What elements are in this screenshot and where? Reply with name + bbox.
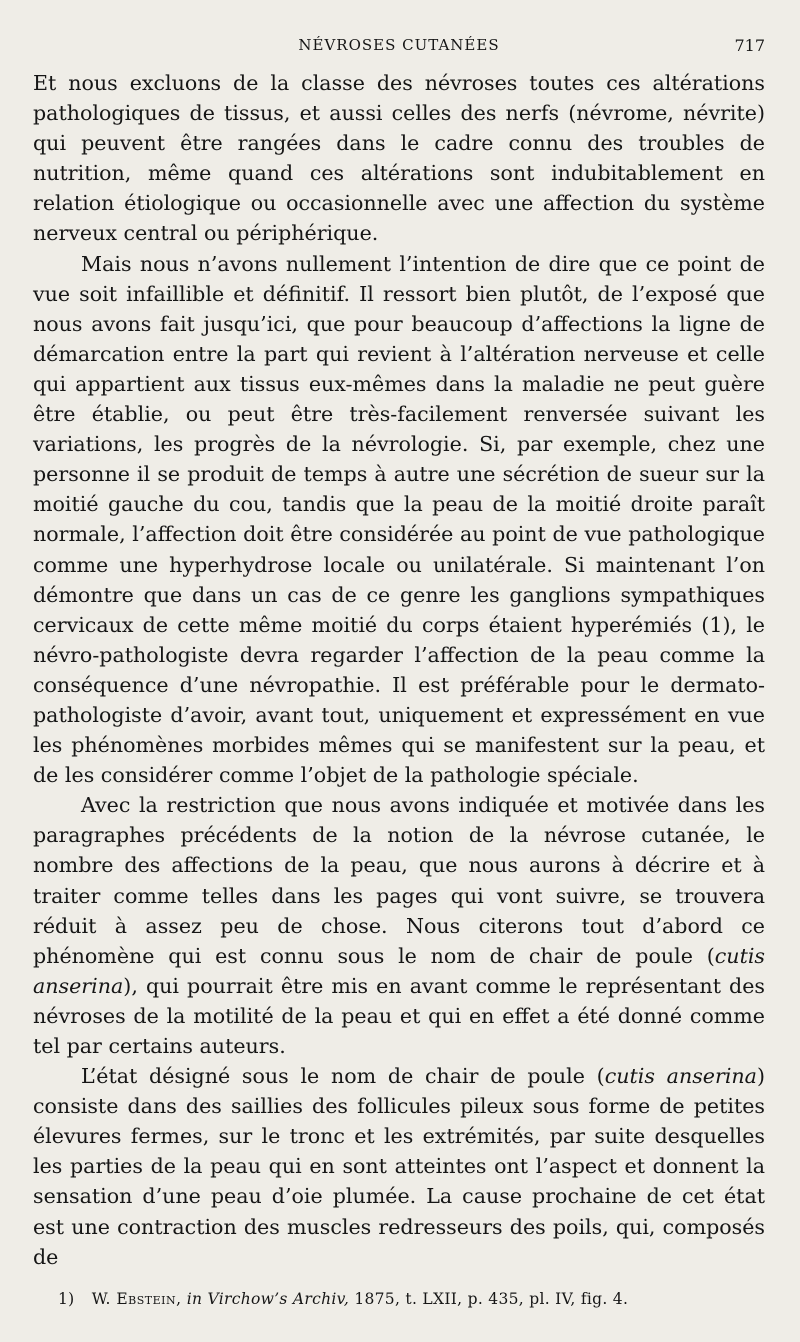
paragraph-4-text-a: L’état désigné sous le nom de chair de poule ( (81, 1064, 605, 1089)
paragraph-1: Et nous excluons de la classe des névroses toutes ces altérations pathologiques de tissus, et aussi celles des nerfs (névrome, névrite) qui peuvent être rangées dans le cadre connu des troubles de nutrition, même quand ces altérations sont indubitablement en relation étiologique ou occasionnelle avec une affection du système nerveux central ou périphérique. (33, 71, 765, 246)
body-text (33, 68, 765, 1272)
footnote-in: in (186, 1290, 203, 1308)
page-number: 717 (734, 36, 765, 55)
footnote (58, 1289, 758, 1309)
paragraph-3-text-b: ), qui pourrait être mis en avant comme le représentant des névroses de la motilité de la peau et qui en effet a été donné comme tel par certains auteurs. (33, 973, 765, 1058)
running-title: NÉVROSES CUTANÉES (298, 36, 500, 54)
footnote-journal: Virchow’s Archiv, (207, 1290, 350, 1308)
footnote-details: 1875, t. LXII, p. 435, pl. IV, fig. 4. (354, 1290, 629, 1308)
paragraph-4-text-b: ) consiste dans des saillies des follicules pileux sous forme de petites élevures fermes, sur le tronc et les extrémités, par suite desquelles les parties de la peau qui en sont atteintes ont l’aspect et donnent la sensation d’une peau d’oie plumée. La cause prochaine de cet état est une contraction des muscles redresseurs des poils, qui, composés de (33, 1064, 765, 1269)
footnote-marker: 1) (58, 1290, 75, 1308)
paragraph-4 (33, 1061, 765, 1272)
paragraph-2: Mais nous n’avons nullement l’intention de dire que ce point de vue soit infaillible et définitif. Il ressort bien plutôt, de l’exposé que nous avons fait jusqu’ici, que pour beaucoup d’affections la ligne de démarcation entre la part qui revient à l’altération nerveuse et celle qui appartient aux tissus eux-mêmes dans la maladie ne peut guère être établie, ou peut être très-facilement renversée suivant les variations, les progrès de la névrologie. Si, par exemple, chez une personne il se produit de temps à autre une sécrétion de sueur sur la moitié gauche du cou, tandis que la peau de la moitié droite paraît normale, l’affection doit être considérée au point de vue pathologique comme une hyperhydrose locale ou unilatérale. Si maintenant l’on démontre que dans un cas de ce genre les ganglions sympathiques cervicaux de cette même moitié du corps étaient hyperémiés (1), le névro-pathologiste devra regarder l’affection de la peau comme la conséquence d’une névropathie. Il est préférable pour le dermato-pathologiste d’avoir, avant tout, uniquement et expressément en vue les phénomènes morbides mêmes qui se manifestent sur la peau, et de les considérer comme l’objet de la pathologie spéciale. (33, 251, 765, 788)
footnote-author: W. Ebstein, (91, 1290, 182, 1308)
paragraph-4-italic-term: cutis anserina (604, 1064, 757, 1089)
paragraph-3-italic-term: cutis anserina (33, 943, 765, 998)
paragraph-3 (33, 790, 765, 1061)
paragraph-3-text-a: Avec la restriction que nous avons indiquée et motivée dans les paragraphes précédents de la notion de la névrose cutanée, le nombre des affections de la peau, que nous aurons à décrire et à traiter comme telles dans les pages qui vont suivre, se trouvera réduit à assez peu de chose. Nous citerons tout d’abord ce phénomène qui est connu sous le nom de chair de poule ( (33, 793, 765, 968)
running-header (33, 36, 765, 58)
